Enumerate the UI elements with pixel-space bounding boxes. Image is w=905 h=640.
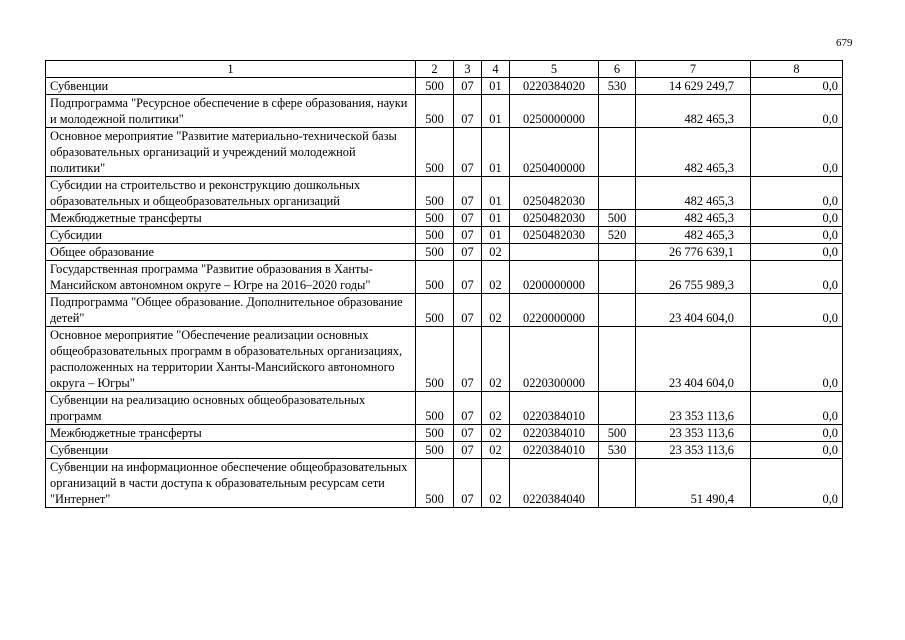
row-col-4: 01	[482, 95, 510, 128]
row-col-5: 0220300000	[510, 327, 599, 392]
row-col-8: 0,0	[751, 78, 843, 95]
table-row	[46, 78, 843, 95]
row-col-5: 0220384040	[510, 459, 599, 508]
row-name: Подпрограмма "Общее образование. Дополнительное образование детей"	[46, 294, 416, 327]
row-name: Основное мероприятие "Развитие материально-технической базы образовательных организаций и учреждений молодежной политики"	[46, 128, 416, 177]
row-col-2: 500	[416, 425, 454, 442]
table-row	[46, 261, 843, 294]
row-col-7: 23 404 604,0	[636, 327, 751, 392]
row-col-3: 07	[454, 95, 482, 128]
row-col-3: 07	[454, 244, 482, 261]
row-col-5: 0220384010	[510, 392, 599, 425]
row-col-4: 02	[482, 244, 510, 261]
row-col-2: 500	[416, 244, 454, 261]
row-col-8: 0,0	[751, 294, 843, 327]
row-name: Субсидии на строительство и реконструкцию дошкольных образовательных и общеобразовательных организаций	[46, 177, 416, 210]
row-name: Межбюджетные трансферты	[46, 425, 416, 442]
row-col-2: 500	[416, 327, 454, 392]
row-col-7: 26 755 989,3	[636, 261, 751, 294]
row-col-8: 0,0	[751, 177, 843, 210]
header-col-4: 4	[482, 61, 510, 78]
row-name: Общее образование	[46, 244, 416, 261]
table-row	[46, 95, 843, 128]
header-col-7: 7	[636, 61, 751, 78]
row-col-3: 07	[454, 327, 482, 392]
table-row	[46, 244, 843, 261]
row-col-2: 500	[416, 459, 454, 508]
row-col-3: 07	[454, 442, 482, 459]
row-col-7: 482 465,3	[636, 128, 751, 177]
row-name: Подпрограмма "Ресурсное обеспечение в сфере образования, науки и молодежной политики"	[46, 95, 416, 128]
row-col-3: 07	[454, 210, 482, 227]
table-row	[46, 294, 843, 327]
row-col-2: 500	[416, 78, 454, 95]
row-col-5: 0250400000	[510, 128, 599, 177]
row-col-8: 0,0	[751, 459, 843, 508]
row-name: Субвенции	[46, 78, 416, 95]
row-col-6: 530	[599, 442, 636, 459]
row-col-8: 0,0	[751, 392, 843, 425]
row-col-3: 07	[454, 261, 482, 294]
row-col-2: 500	[416, 392, 454, 425]
row-col-7: 26 776 639,1	[636, 244, 751, 261]
row-name: Субсидии	[46, 227, 416, 244]
row-col-7: 23 353 113,6	[636, 425, 751, 442]
row-col-6: 520	[599, 227, 636, 244]
row-col-6	[599, 261, 636, 294]
header-col-3: 3	[454, 61, 482, 78]
row-col-2: 500	[416, 128, 454, 177]
header-col-2: 2	[416, 61, 454, 78]
row-col-5: 0220000000	[510, 294, 599, 327]
row-col-7: 51 490,4	[636, 459, 751, 508]
row-col-5: 0250000000	[510, 95, 599, 128]
row-col-8: 0,0	[751, 128, 843, 177]
header-col-8: 8	[751, 61, 843, 78]
row-col-2: 500	[416, 261, 454, 294]
row-col-4: 02	[482, 294, 510, 327]
row-col-7: 482 465,3	[636, 95, 751, 128]
row-col-8: 0,0	[751, 95, 843, 128]
row-name: Субвенции на реализацию основных общеобразовательных программ	[46, 392, 416, 425]
row-col-2: 500	[416, 177, 454, 210]
row-col-4: 02	[482, 425, 510, 442]
row-name: Основное мероприятие "Обеспечение реализации основных общеобразовательных программ в образовательных организациях, расположенных на территории Ханты-Мансийского автономного округа – Югры"	[46, 327, 416, 392]
row-col-4: 02	[482, 459, 510, 508]
row-col-5	[510, 244, 599, 261]
row-col-5: 0220384010	[510, 425, 599, 442]
table-row	[46, 392, 843, 425]
row-col-7: 23 353 113,6	[636, 392, 751, 425]
row-col-3: 07	[454, 177, 482, 210]
row-name: Субвенции	[46, 442, 416, 459]
row-col-8: 0,0	[751, 210, 843, 227]
row-col-3: 07	[454, 459, 482, 508]
row-col-2: 500	[416, 294, 454, 327]
row-col-3: 07	[454, 227, 482, 244]
row-col-3: 07	[454, 78, 482, 95]
table-row	[46, 177, 843, 210]
row-col-4: 02	[482, 392, 510, 425]
row-col-4: 01	[482, 78, 510, 95]
row-col-8: 0,0	[751, 442, 843, 459]
row-col-3: 07	[454, 128, 482, 177]
table-row	[46, 459, 843, 508]
row-col-8: 0,0	[751, 327, 843, 392]
row-col-8: 0,0	[751, 261, 843, 294]
row-col-6: 530	[599, 78, 636, 95]
row-col-8: 0,0	[751, 425, 843, 442]
row-col-5: 0250482030	[510, 177, 599, 210]
row-col-6: 500	[599, 425, 636, 442]
row-col-4: 02	[482, 442, 510, 459]
row-col-7: 23 404 604,0	[636, 294, 751, 327]
row-col-2: 500	[416, 442, 454, 459]
row-col-7: 482 465,3	[636, 227, 751, 244]
row-col-3: 07	[454, 392, 482, 425]
row-col-4: 01	[482, 177, 510, 210]
table-row	[46, 442, 843, 459]
table-row	[46, 227, 843, 244]
header-col-5: 5	[510, 61, 599, 78]
page-number: 679	[836, 37, 853, 49]
row-name: Государственная программа "Развитие образования в Ханты-Мансийском автономном округе – Югре на 2016–2020 годы"	[46, 261, 416, 294]
row-col-4: 01	[482, 210, 510, 227]
table-row	[46, 128, 843, 177]
row-col-5: 0220384010	[510, 442, 599, 459]
row-col-6	[599, 177, 636, 210]
row-col-8: 0,0	[751, 244, 843, 261]
row-col-6: 500	[599, 210, 636, 227]
header-col-1: 1	[46, 61, 416, 78]
budget-table	[45, 60, 843, 508]
table-row	[46, 210, 843, 227]
row-col-3: 07	[454, 294, 482, 327]
row-col-2: 500	[416, 95, 454, 128]
row-col-5: 0250482030	[510, 227, 599, 244]
row-col-7: 482 465,3	[636, 177, 751, 210]
row-col-6	[599, 392, 636, 425]
row-col-6	[599, 459, 636, 508]
row-col-4: 02	[482, 327, 510, 392]
row-col-2: 500	[416, 210, 454, 227]
table-header-row	[46, 61, 843, 78]
row-col-7: 23 353 113,6	[636, 442, 751, 459]
row-col-8: 0,0	[751, 227, 843, 244]
row-col-5: 0200000000	[510, 261, 599, 294]
row-col-4: 01	[482, 128, 510, 177]
row-name: Субвенции на информационное обеспечение общеобразовательных организаций в части доступа к образовательным ресурсам сети "Интернет"	[46, 459, 416, 508]
header-col-6: 6	[599, 61, 636, 78]
row-col-4: 02	[482, 261, 510, 294]
row-col-5: 0250482030	[510, 210, 599, 227]
row-col-6	[599, 294, 636, 327]
table-row	[46, 425, 843, 442]
row-col-7: 14 629 249,7	[636, 78, 751, 95]
row-col-6	[599, 95, 636, 128]
row-col-2: 500	[416, 227, 454, 244]
row-col-3: 07	[454, 425, 482, 442]
row-col-6	[599, 327, 636, 392]
row-col-5: 0220384020	[510, 78, 599, 95]
row-col-6	[599, 128, 636, 177]
row-col-7: 482 465,3	[636, 210, 751, 227]
table-row	[46, 327, 843, 392]
row-col-4: 01	[482, 227, 510, 244]
row-name: Межбюджетные трансферты	[46, 210, 416, 227]
row-col-6	[599, 244, 636, 261]
